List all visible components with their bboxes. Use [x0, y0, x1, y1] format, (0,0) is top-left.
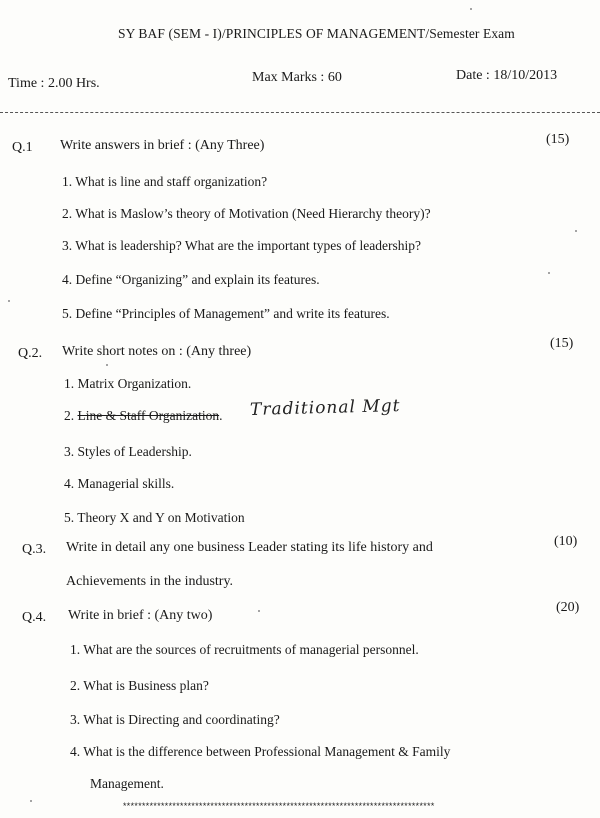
q2-item-1: 1. Matrix Organization. [64, 376, 192, 391]
footer-stars-divider: ********************************************************************************** [122, 802, 434, 812]
q4-item-1: 1. What are the sources of recruitments of managerial personnel. [70, 642, 419, 657]
scan-speck [258, 610, 260, 612]
scan-speck [8, 300, 10, 302]
time-label: Time : 2.00 Hrs. [8, 76, 100, 91]
paper-title: SY BAF (SEM - I)/PRINCIPLES OF MANAGEMENT/Semester Exam [118, 26, 515, 41]
handwritten-annotation: Traditional Mgt [249, 396, 401, 420]
q2-item-3: 3. Styles of Leadership. [64, 444, 192, 459]
q3-line-1: Write in detail any one business Leader stating its life history and [66, 540, 433, 555]
q2-item-2-period: . [219, 408, 223, 423]
q4-item-3: 3. What is Directing and coordinating? [70, 712, 280, 727]
q4-marks: (20) [556, 600, 580, 615]
q1-item-1: 1. What is line and staff organization? [62, 174, 268, 189]
scan-speck [30, 800, 32, 802]
q2-marks: (15) [550, 336, 574, 351]
q4-item-4: 4. What is the difference between Professional Management & Family [70, 744, 451, 759]
q1-item-4: 4. Define “Organizing” and explain its features. [62, 272, 320, 287]
date-label: Date : 18/10/2013 [456, 68, 558, 83]
q2-item-2 [64, 408, 222, 424]
scan-speck [548, 272, 550, 274]
q2-item-2-struck-text: Line & Staff Organization [77, 408, 220, 423]
q3-marks: (10) [554, 534, 578, 549]
q1-item-3: 3. What is leadership? What are the important types of leadership? [62, 238, 422, 253]
scan-speck [575, 230, 577, 232]
q3-line-2: Achievements in the industry. [66, 574, 234, 589]
q1-marks: (15) [546, 132, 570, 147]
q2-item-5: 5. Theory X and Y on Motivation [64, 510, 245, 525]
q2-number: Q.2. [18, 346, 43, 361]
header-divider [0, 112, 600, 113]
max-marks-label: Max Marks : 60 [252, 70, 342, 85]
q3-number: Q.3. [22, 542, 47, 557]
q1-instruction: Write answers in brief : (Any Three) [60, 138, 265, 153]
q4-item-4-continued: Management. [90, 776, 164, 791]
q4-instruction: Write in brief : (Any two) [68, 608, 213, 623]
q4-item-2: 2. What is Business plan? [70, 678, 209, 693]
q1-item-5: 5. Define “Principles of Management” and write its features. [62, 306, 390, 321]
q2-instruction: Write short notes on : (Any three) [62, 344, 252, 359]
q2-item-4: 4. Managerial skills. [64, 476, 175, 491]
scan-speck [470, 8, 472, 10]
q2-item-2-number: 2. [64, 408, 75, 423]
q1-number: Q.1 [12, 140, 33, 155]
q1-item-2: 2. What is Maslow’s theory of Motivation (Need Hierarchy theory)? [62, 206, 431, 221]
q4-number: Q.4. [22, 610, 47, 625]
scan-speck [106, 364, 108, 366]
